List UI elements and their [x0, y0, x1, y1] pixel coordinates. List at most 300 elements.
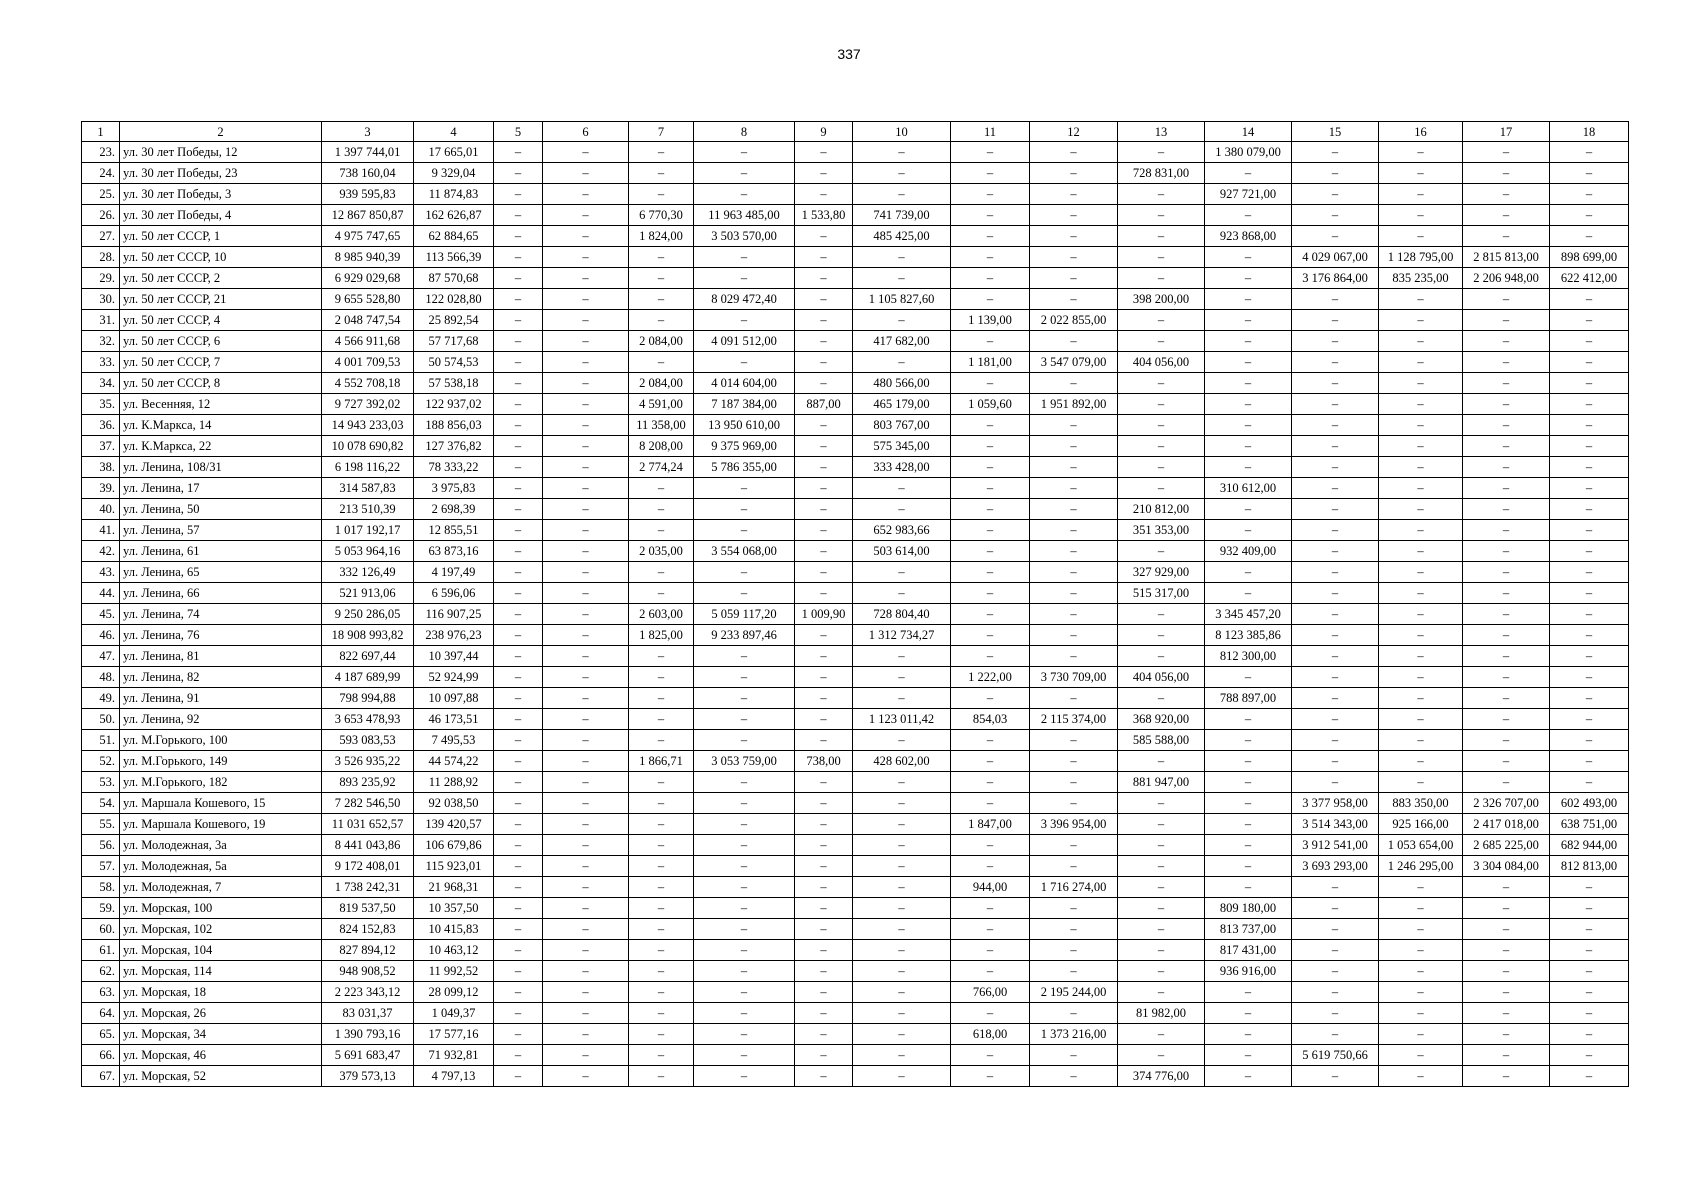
table-cell: 122 028,80	[414, 289, 494, 310]
table-cell: –	[951, 184, 1030, 205]
table-cell: –	[543, 1003, 629, 1024]
table-cell: 2 206 948,00	[1463, 268, 1550, 289]
table-cell: –	[951, 730, 1030, 751]
table-cell: –	[1118, 940, 1205, 961]
table-cell: 127 376,82	[414, 436, 494, 457]
column-header: 3	[322, 122, 414, 142]
table-cell: ул. Морская, 26	[120, 1003, 322, 1024]
table-cell: –	[1205, 814, 1292, 835]
table-cell: 8 208,00	[629, 436, 694, 457]
table-cell: –	[1292, 583, 1379, 604]
table-cell: –	[1379, 310, 1463, 331]
table-cell: 1 373 216,00	[1030, 1024, 1118, 1045]
table-cell: –	[1379, 163, 1463, 184]
table-cell: 7 282 546,50	[322, 793, 414, 814]
table-cell: 1 716 274,00	[1030, 877, 1118, 898]
table-cell: –	[1550, 205, 1629, 226]
table-cell: –	[1463, 667, 1550, 688]
table-cell: –	[543, 625, 629, 646]
table-cell: –	[1118, 1024, 1205, 1045]
table-cell: 379 573,13	[322, 1066, 414, 1087]
table-cell: –	[543, 1066, 629, 1087]
table-cell: –	[1205, 499, 1292, 520]
table-cell: –	[951, 520, 1030, 541]
table-cell: –	[543, 457, 629, 478]
table-cell: –	[629, 352, 694, 373]
table-cell: 2 417 018,00	[1463, 814, 1550, 835]
table-cell: –	[1550, 352, 1629, 373]
table-cell: 1 390 793,16	[322, 1024, 414, 1045]
table-cell: 139 420,57	[414, 814, 494, 835]
table-cell: 10 078 690,82	[322, 436, 414, 457]
table-row	[82, 226, 1629, 247]
table-cell: –	[1292, 478, 1379, 499]
table-cell: –	[1463, 919, 1550, 940]
table-cell: –	[1030, 436, 1118, 457]
table-cell: –	[1030, 835, 1118, 856]
table-cell: –	[543, 940, 629, 961]
table-cell: –	[1550, 898, 1629, 919]
table-cell: –	[543, 541, 629, 562]
table-cell: 1 951 892,00	[1030, 394, 1118, 415]
table-cell: –	[853, 835, 951, 856]
table-cell: 23.	[82, 142, 120, 163]
table-cell: –	[494, 205, 543, 226]
table-cell: –	[694, 163, 795, 184]
table-cell: 6 929 029,68	[322, 268, 414, 289]
table-cell: 923 868,00	[1205, 226, 1292, 247]
table-cell: –	[1550, 562, 1629, 583]
table-cell: –	[1118, 478, 1205, 499]
table-cell: –	[1379, 1066, 1463, 1087]
table-cell: 465 179,00	[853, 394, 951, 415]
table-cell: 63.	[82, 982, 120, 1003]
table-cell: 11 358,00	[629, 415, 694, 436]
table-cell: 310 612,00	[1205, 478, 1292, 499]
table-cell: –	[1463, 1045, 1550, 1066]
table-cell: –	[1550, 604, 1629, 625]
table-cell: –	[1463, 352, 1550, 373]
table-cell: –	[795, 457, 853, 478]
table-cell: –	[1118, 688, 1205, 709]
table-cell: –	[494, 499, 543, 520]
table-row	[82, 1024, 1629, 1045]
table-cell: –	[1379, 541, 1463, 562]
table-cell: –	[543, 583, 629, 604]
table-cell: –	[1292, 709, 1379, 730]
table-cell: 210 812,00	[1118, 499, 1205, 520]
table-cell: 2 774,24	[629, 457, 694, 478]
table-row	[82, 205, 1629, 226]
table-cell: ул. Ленина, 108/31	[120, 457, 322, 478]
table-cell: 37.	[82, 436, 120, 457]
table-cell: –	[1030, 772, 1118, 793]
table-cell: 44.	[82, 583, 120, 604]
table-cell: –	[951, 415, 1030, 436]
table-cell: –	[853, 352, 951, 373]
table-cell: –	[543, 772, 629, 793]
table-cell: –	[629, 163, 694, 184]
table-cell: –	[629, 667, 694, 688]
table-cell: 32.	[82, 331, 120, 352]
table-cell: –	[795, 184, 853, 205]
table-cell: –	[795, 1003, 853, 1024]
table-cell: 35.	[82, 394, 120, 415]
table-cell: 64.	[82, 1003, 120, 1024]
table-cell: –	[1550, 142, 1629, 163]
table-cell: 213 510,39	[322, 499, 414, 520]
table-cell: –	[629, 142, 694, 163]
table-row	[82, 709, 1629, 730]
table-cell: –	[494, 919, 543, 940]
table-cell: –	[853, 562, 951, 583]
table-cell: 63 873,16	[414, 541, 494, 562]
table-cell: –	[1030, 856, 1118, 877]
table-cell: –	[853, 583, 951, 604]
table-cell: –	[543, 289, 629, 310]
table-cell: –	[951, 646, 1030, 667]
table-cell: –	[951, 205, 1030, 226]
table-cell: 1 222,00	[951, 667, 1030, 688]
table-cell: ул. 30 лет Победы, 4	[120, 205, 322, 226]
table-cell: –	[1379, 982, 1463, 1003]
table-cell: –	[629, 1066, 694, 1087]
table-cell: –	[694, 184, 795, 205]
table-cell: –	[1379, 184, 1463, 205]
table-row	[82, 772, 1629, 793]
table-cell: –	[1550, 688, 1629, 709]
table-cell: 404 056,00	[1118, 352, 1205, 373]
table-cell: –	[1118, 184, 1205, 205]
table-cell: –	[1550, 310, 1629, 331]
table-cell: 575 345,00	[853, 436, 951, 457]
table-cell: –	[1118, 205, 1205, 226]
table-cell: –	[795, 583, 853, 604]
table-cell: –	[1205, 856, 1292, 877]
table-cell: –	[951, 772, 1030, 793]
table-cell: 52 924,99	[414, 667, 494, 688]
table-cell: –	[629, 499, 694, 520]
table-cell: ул. Ленина, 82	[120, 667, 322, 688]
table-cell: –	[1118, 898, 1205, 919]
table-cell: –	[1030, 562, 1118, 583]
table-cell: –	[951, 289, 1030, 310]
table-cell: 738 160,04	[322, 163, 414, 184]
table-cell: 50 574,53	[414, 352, 494, 373]
table-cell: 428 602,00	[853, 751, 951, 772]
table-cell: ул. Морская, 46	[120, 1045, 322, 1066]
table-cell: 3 304 084,00	[1463, 856, 1550, 877]
table-cell: –	[1379, 331, 1463, 352]
table-cell: 81 982,00	[1118, 1003, 1205, 1024]
table-row	[82, 310, 1629, 331]
table-cell: 3 377 958,00	[1292, 793, 1379, 814]
table-cell: –	[1463, 940, 1550, 961]
table-cell: 28.	[82, 247, 120, 268]
table-cell: 33.	[82, 352, 120, 373]
column-header: 9	[795, 122, 853, 142]
table-cell: –	[951, 226, 1030, 247]
table-cell: –	[494, 184, 543, 205]
column-header: 15	[1292, 122, 1379, 142]
table-row	[82, 1066, 1629, 1087]
table-cell: –	[1205, 436, 1292, 457]
table-cell: –	[1118, 226, 1205, 247]
table-cell: –	[694, 793, 795, 814]
table-cell: –	[1118, 625, 1205, 646]
table-cell: –	[694, 520, 795, 541]
table-cell: –	[629, 772, 694, 793]
table-cell: –	[1118, 604, 1205, 625]
table-cell: 585 588,00	[1118, 730, 1205, 751]
table-cell: –	[1463, 436, 1550, 457]
table-cell: –	[1463, 562, 1550, 583]
table-cell: ул. Ленина, 61	[120, 541, 322, 562]
table-cell: ул. Ленина, 66	[120, 583, 322, 604]
table-cell: –	[951, 436, 1030, 457]
table-cell: 887,00	[795, 394, 853, 415]
table-cell: –	[1379, 142, 1463, 163]
table-cell: 2 223 343,12	[322, 982, 414, 1003]
data-table	[81, 121, 1629, 1087]
table-cell: 798 994,88	[322, 688, 414, 709]
table-cell: –	[1550, 499, 1629, 520]
table-cell: –	[1292, 898, 1379, 919]
table-cell: 115 923,01	[414, 856, 494, 877]
table-cell: –	[1292, 961, 1379, 982]
table-cell: –	[795, 730, 853, 751]
table-cell: –	[795, 310, 853, 331]
column-header: 16	[1379, 122, 1463, 142]
table-cell: –	[494, 814, 543, 835]
table-cell: –	[795, 982, 853, 1003]
table-cell: –	[1463, 373, 1550, 394]
table-cell: ул. Морская, 102	[120, 919, 322, 940]
table-cell: –	[951, 604, 1030, 625]
table-row	[82, 898, 1629, 919]
table-cell: –	[1463, 898, 1550, 919]
table-cell: –	[1463, 226, 1550, 247]
table-cell: 817 431,00	[1205, 940, 1292, 961]
table-cell: 2 326 707,00	[1463, 793, 1550, 814]
table-cell: –	[543, 730, 629, 751]
table-cell: 51.	[82, 730, 120, 751]
table-cell: 9 233 897,46	[694, 625, 795, 646]
table-cell: 812 300,00	[1205, 646, 1292, 667]
table-cell: –	[494, 247, 543, 268]
table-cell: –	[951, 499, 1030, 520]
table-cell: –	[1118, 310, 1205, 331]
table-cell: –	[853, 730, 951, 751]
table-cell: –	[494, 835, 543, 856]
table-cell: –	[1550, 331, 1629, 352]
table-cell: –	[951, 898, 1030, 919]
table-row	[82, 541, 1629, 562]
table-cell: –	[1292, 1066, 1379, 1087]
table-cell: –	[1030, 268, 1118, 289]
table-cell: ул. Молодежная, 5а	[120, 856, 322, 877]
table-cell: –	[1463, 709, 1550, 730]
table-cell: –	[494, 751, 543, 772]
table-cell: 5 059 117,20	[694, 604, 795, 625]
table-cell: 819 537,50	[322, 898, 414, 919]
table-cell: 2 815 813,00	[1463, 247, 1550, 268]
table-cell: –	[853, 940, 951, 961]
table-cell: –	[951, 373, 1030, 394]
table-cell: –	[543, 835, 629, 856]
table-cell: 9 727 392,02	[322, 394, 414, 415]
table-cell: –	[795, 331, 853, 352]
table-cell: ул. Ленина, 76	[120, 625, 322, 646]
table-cell: –	[494, 940, 543, 961]
table-cell: –	[795, 940, 853, 961]
table-cell: –	[694, 310, 795, 331]
table-cell: –	[494, 373, 543, 394]
table-cell: –	[1030, 961, 1118, 982]
table-cell: –	[951, 142, 1030, 163]
table-cell: –	[795, 352, 853, 373]
table-cell: –	[694, 877, 795, 898]
table-cell: 1 246 295,00	[1379, 856, 1463, 877]
table-cell: 116 907,25	[414, 604, 494, 625]
column-header: 5	[494, 122, 543, 142]
table-cell: –	[494, 457, 543, 478]
table-cell: –	[494, 268, 543, 289]
table-row	[82, 583, 1629, 604]
table-cell: –	[694, 919, 795, 940]
table-cell: –	[1205, 709, 1292, 730]
table-cell: –	[629, 730, 694, 751]
table-cell: –	[1205, 373, 1292, 394]
table-cell: 3 653 478,93	[322, 709, 414, 730]
table-cell: –	[951, 331, 1030, 352]
table-cell: 738,00	[795, 751, 853, 772]
table-cell: –	[1118, 793, 1205, 814]
table-row	[82, 751, 1629, 772]
table-cell: 26.	[82, 205, 120, 226]
table-cell: –	[853, 856, 951, 877]
table-cell: –	[494, 352, 543, 373]
table-cell: –	[1118, 814, 1205, 835]
table-cell: –	[1463, 961, 1550, 982]
table-cell: –	[543, 667, 629, 688]
table-cell: –	[494, 436, 543, 457]
table-cell: –	[1292, 562, 1379, 583]
table-cell: –	[1550, 478, 1629, 499]
table-cell: –	[1030, 226, 1118, 247]
table-cell: 2 084,00	[629, 331, 694, 352]
table-cell: –	[1205, 583, 1292, 604]
table-cell: –	[1292, 457, 1379, 478]
table-cell: –	[1205, 457, 1292, 478]
table-cell: –	[1030, 184, 1118, 205]
table-cell: 813 737,00	[1205, 919, 1292, 940]
table-cell: –	[629, 478, 694, 499]
table-cell: –	[543, 310, 629, 331]
table-cell: –	[951, 625, 1030, 646]
table-row	[82, 562, 1629, 583]
table-cell: 12 855,51	[414, 520, 494, 541]
table-cell: 9 172 408,01	[322, 856, 414, 877]
table-cell: –	[1550, 709, 1629, 730]
table-cell: –	[1463, 184, 1550, 205]
table-cell: –	[1292, 499, 1379, 520]
table-row	[82, 1045, 1629, 1066]
table-cell: 4 091 512,00	[694, 331, 795, 352]
table-cell: –	[494, 541, 543, 562]
table-cell: –	[795, 226, 853, 247]
table-cell: –	[1118, 751, 1205, 772]
table-cell: –	[795, 1045, 853, 1066]
table-cell: 34.	[82, 373, 120, 394]
table-cell: –	[494, 982, 543, 1003]
table-cell: –	[853, 1045, 951, 1066]
table-cell: –	[853, 898, 951, 919]
table-cell: 106 679,86	[414, 835, 494, 856]
table-cell: 485 425,00	[853, 226, 951, 247]
column-header: 6	[543, 122, 629, 142]
table-cell: –	[543, 814, 629, 835]
table-cell: 6 770,30	[629, 205, 694, 226]
table-cell: –	[543, 982, 629, 1003]
table-cell: ул. Ленина, 92	[120, 709, 322, 730]
table-cell: –	[1379, 961, 1463, 982]
table-cell: –	[494, 961, 543, 982]
table-row	[82, 1003, 1629, 1024]
table-cell: 333 428,00	[853, 457, 951, 478]
table-cell: –	[543, 226, 629, 247]
table-cell: –	[1292, 982, 1379, 1003]
table-cell: 8 985 940,39	[322, 247, 414, 268]
table-cell: –	[494, 772, 543, 793]
table-cell: 835 235,00	[1379, 268, 1463, 289]
table-cell: ул. 30 лет Победы, 12	[120, 142, 322, 163]
table-cell: 622 412,00	[1550, 268, 1629, 289]
table-cell: 43.	[82, 562, 120, 583]
table-cell: –	[1118, 961, 1205, 982]
table-cell: 65.	[82, 1024, 120, 1045]
table-cell: 503 614,00	[853, 541, 951, 562]
table-cell: 6 596,06	[414, 583, 494, 604]
table-cell: –	[1030, 940, 1118, 961]
table-cell: 1 738 242,31	[322, 877, 414, 898]
table-cell: –	[853, 247, 951, 268]
table-cell: –	[1550, 226, 1629, 247]
table-cell: 5 619 750,66	[1292, 1045, 1379, 1066]
table-cell: –	[1550, 730, 1629, 751]
table-cell: –	[694, 961, 795, 982]
table-cell: 638 751,00	[1550, 814, 1629, 835]
table-cell: –	[795, 163, 853, 184]
table-cell: –	[694, 499, 795, 520]
table-cell: –	[1379, 373, 1463, 394]
table-cell: –	[1463, 877, 1550, 898]
table-cell: 7 187 384,00	[694, 394, 795, 415]
table-row	[82, 457, 1629, 478]
table-cell: ул. Молодежная, 3а	[120, 835, 322, 856]
table-cell: 1 380 079,00	[1205, 142, 1292, 163]
table-cell: 59.	[82, 898, 120, 919]
table-cell: –	[1118, 835, 1205, 856]
table-cell: –	[1379, 730, 1463, 751]
table-cell: –	[1030, 415, 1118, 436]
table-cell: 4 797,13	[414, 1066, 494, 1087]
column-header: 1	[82, 122, 120, 142]
table-cell: –	[1379, 352, 1463, 373]
table-cell: –	[795, 877, 853, 898]
table-cell: 238 976,23	[414, 625, 494, 646]
table-row	[82, 730, 1629, 751]
